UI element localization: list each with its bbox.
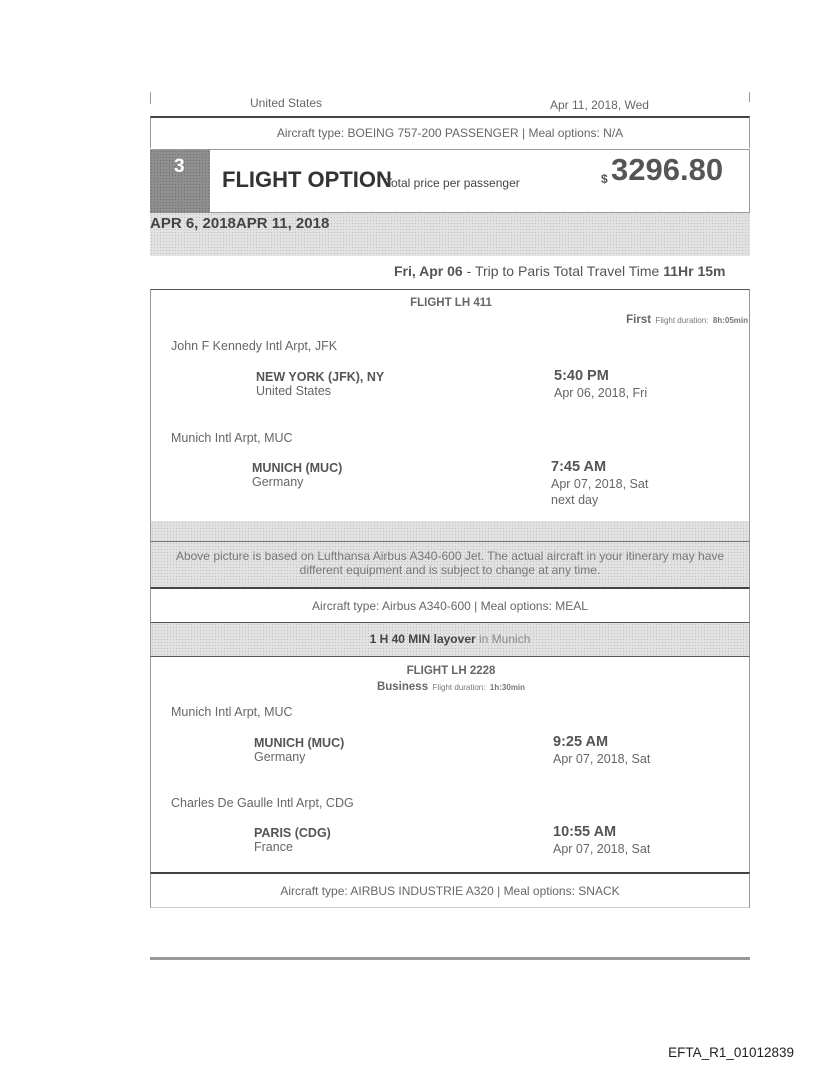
layover-band [150,622,750,657]
flight-2-card [150,657,750,872]
flight-1-arr-time: 7:45 AM [551,459,607,475]
flight-2-arr-date: Apr 07, 2018, Sat [553,842,651,856]
flight-1-dep-airport: John F Kennedy Intl Arpt, JFK [171,339,338,353]
prev-aircraft-info: Aircraft type: BOEING 757-200 PASSENGER | Meal options: N/A [276,126,624,140]
prev-country: United States [250,96,323,110]
prev-aircraft-row [150,116,750,148]
document-id: EFTA_R1_01012839 [668,1045,794,1060]
flight-1-arr-airport: Munich Intl Arpt, MUC [171,431,293,445]
flight-1-duration-label: Flight duration: [655,316,709,325]
price-currency: $ [601,172,608,186]
aircraft-picture-note: Above picture is based on Lufthansa Airbus A340-600 Jet. The actual aircraft in your itinerary may have different equipment and is subject to change at any time. [175,549,725,577]
flight-2-arr-country: France [254,840,293,854]
flight-1-dep-time: 5:40 PM [554,368,609,384]
flight-1-cabin-duration [626,310,748,328]
option-number: 3 [174,156,185,177]
flight-2-duration-label: Flight duration: [432,683,486,692]
trip-summary [394,263,726,279]
layover-duration: 1 H 40 MIN layover [369,632,476,646]
flight-2-dep-city: MUNICH (MUC) [254,736,345,750]
option-number-badge [150,150,210,213]
flight-1-aircraft-row [150,587,750,622]
flight-2-cabin-duration [151,677,751,695]
flight-2-dep-airport: Munich Intl Arpt, MUC [171,705,293,719]
flight-2-dep-country: Germany [254,750,306,764]
option-title: FLIGHT OPTION [222,167,392,192]
flight-1-dep-city: NEW YORK (JFK), NY [256,370,385,384]
price-note: Total price per passenger [385,176,520,190]
aircraft-picture-note-box [150,541,750,587]
flight-2-cabin: Business [376,681,429,693]
trip-separator: - [462,263,475,279]
flight-1-arr-date: Apr 07, 2018, Sat [551,477,649,491]
aircraft-image-placeholder [150,521,750,541]
flight-2-number: FLIGHT LH 2228 [406,665,496,677]
flight-1-arr-note: next day [551,493,599,507]
flight-1-dep-country: United States [256,384,332,398]
flight-1-aircraft-info: Aircraft type: Airbus A340-600 | Meal options: MEAL [312,599,588,613]
flight-1-duration: 8h:05min [712,316,748,325]
page-divider [150,957,750,960]
flight-2-arr-city: PARIS (CDG) [254,826,331,840]
flight-2-duration: 1h:30min [489,683,526,692]
flight-2-dep-time: 9:25 AM [553,734,609,750]
option-header [150,149,750,213]
flight-1-arr-country: Germany [252,475,304,489]
flight-2-aircraft-row [150,872,750,908]
trip-name: Trip to Paris [474,263,550,279]
trip-dates: APR 6, 2018APR 11, 2018 [150,215,330,232]
flight-1-number: FLIGHT LH 411 [410,297,492,309]
flight-2-arr-airport: Charles De Gaulle Intl Arpt, CDG [171,796,354,810]
prev-segment-row [150,92,750,116]
total-travel-label: Total Travel Time [549,263,664,279]
prev-date: Apr 11, 2018, Wed [550,98,649,112]
price-amount: 3296.80 [611,152,724,187]
flight-2-dep-date: Apr 07, 2018, Sat [553,752,651,766]
flight-1-arr-city: MUNICH (MUC) [252,461,343,475]
layover-place: in Munich [475,632,531,646]
flight-1-cabin: First [626,314,652,326]
flight-2-arr-time: 10:55 AM [553,824,617,840]
flight-2-aircraft-info: Aircraft type: AIRBUS INDUSTRIE A320 | Meal options: SNACK [280,884,620,898]
flight-1-dep-date: Apr 06, 2018, Fri [554,386,648,400]
flight-1-card [150,289,750,521]
trip-day: Fri, Apr 06 [394,263,463,279]
total-travel-time: 11Hr 15m [663,263,726,279]
